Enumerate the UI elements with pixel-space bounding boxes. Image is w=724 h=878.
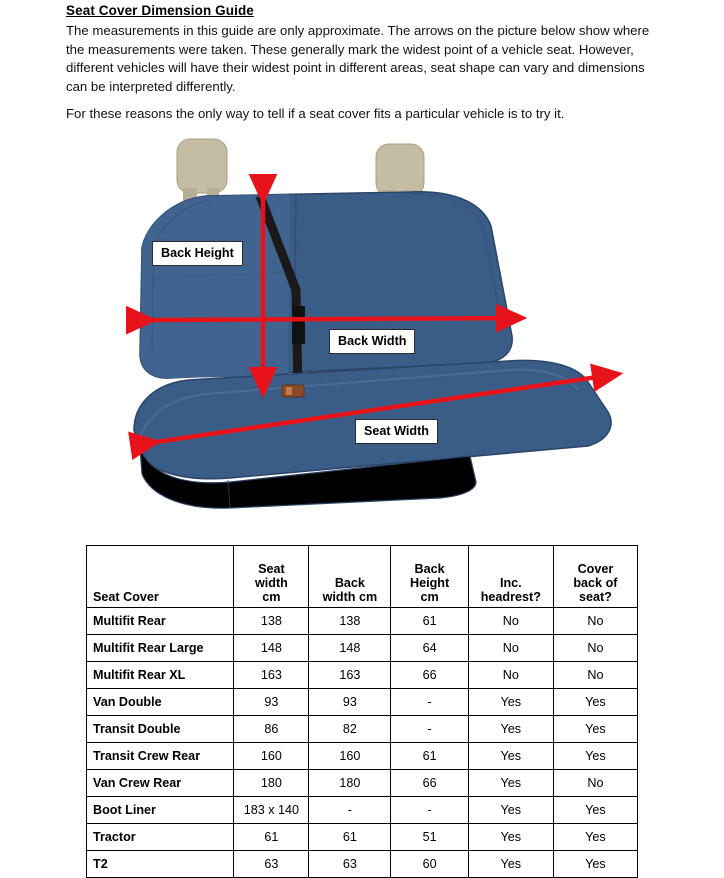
cell-seat-cover: Multifit Rear XL <box>87 662 234 689</box>
table-row <box>87 797 638 824</box>
cell-back-width: 180 <box>309 770 391 797</box>
callout-back-height: Back Height <box>152 241 243 266</box>
table-row <box>87 608 638 635</box>
intro-paragraph-2: For these reasons the only way to tell if a seat cover fits a particular vehicle is to try it. <box>66 106 565 121</box>
header-line: Back <box>334 576 365 590</box>
column-header-back-height <box>391 546 468 608</box>
cell-back-width: 160 <box>309 743 391 770</box>
cell-cover-back: Yes <box>553 797 637 824</box>
column-header-inc-headrest <box>468 546 553 608</box>
cell-seat-width: 160 <box>234 743 309 770</box>
cell-cover-back: No <box>553 770 637 797</box>
cell-seat-width: 86 <box>234 716 309 743</box>
cell-inc-headrest: No <box>468 662 553 689</box>
table-row <box>87 689 638 716</box>
cell-back-height: 66 <box>391 662 468 689</box>
cell-inc-headrest: No <box>468 635 553 662</box>
cell-back-height: 51 <box>391 824 468 851</box>
table-header <box>87 546 638 608</box>
cell-inc-headrest: Yes <box>468 851 553 878</box>
table-row <box>87 743 638 770</box>
header-line: Back <box>414 562 445 576</box>
cell-back-width: 61 <box>309 824 391 851</box>
seat-cover-illustration <box>110 130 640 510</box>
header-line: headrest? <box>480 590 541 604</box>
column-header-seat-width <box>234 546 309 608</box>
cell-seat-width: 93 <box>234 689 309 716</box>
header-line: width cm <box>322 590 378 604</box>
cell-inc-headrest: Yes <box>468 743 553 770</box>
cell-seat-width: 148 <box>234 635 309 662</box>
column-header-cover-back <box>553 546 637 608</box>
header-line: Cover <box>577 562 614 576</box>
cell-seat-cover: Multifit Rear Large <box>87 635 234 662</box>
cell-cover-back: Yes <box>553 689 637 716</box>
cell-cover-back: Yes <box>553 716 637 743</box>
cell-seat-cover: Transit Crew Rear <box>87 743 234 770</box>
cell-seat-width: 61 <box>234 824 309 851</box>
cell-back-height: 66 <box>391 770 468 797</box>
header-line: cm <box>420 590 439 604</box>
table-row <box>87 716 638 743</box>
cell-back-height: 61 <box>391 608 468 635</box>
cell-inc-headrest: Yes <box>468 824 553 851</box>
table-row <box>87 635 638 662</box>
cell-seat-cover: Tractor <box>87 824 234 851</box>
headrest-left <box>177 139 227 202</box>
callout-back-width: Back Width <box>329 329 415 354</box>
cell-back-width: - <box>309 797 391 824</box>
table-row <box>87 851 638 878</box>
table-body <box>87 608 638 878</box>
cell-seat-cover: Van Crew Rear <box>87 770 234 797</box>
column-header-back-width <box>309 546 391 608</box>
cell-seat-width: 163 <box>234 662 309 689</box>
table-row <box>87 770 638 797</box>
cell-inc-headrest: No <box>468 608 553 635</box>
cell-seat-width: 138 <box>234 608 309 635</box>
table-row <box>87 662 638 689</box>
cell-seat-width: 63 <box>234 851 309 878</box>
header-line: cm <box>262 590 281 604</box>
cell-inc-headrest: Yes <box>468 716 553 743</box>
cell-back-width: 138 <box>309 608 391 635</box>
cell-cover-back: No <box>553 635 637 662</box>
cell-seat-width: 183 x 140 <box>234 797 309 824</box>
table-row <box>87 824 638 851</box>
page-title: Seat Cover Dimension Guide <box>66 3 254 18</box>
callout-seat-width: Seat Width <box>355 419 438 444</box>
cell-back-height: 60 <box>391 851 468 878</box>
back-width-arrow <box>152 318 522 320</box>
cell-seat-width: 180 <box>234 770 309 797</box>
header-line: Seat <box>258 562 285 576</box>
cell-back-width: 93 <box>309 689 391 716</box>
cell-back-height: - <box>391 689 468 716</box>
cell-cover-back: No <box>553 608 637 635</box>
header-line: seat? <box>578 590 612 604</box>
cell-back-width: 148 <box>309 635 391 662</box>
cell-back-width: 82 <box>309 716 391 743</box>
header-line: Height <box>410 576 450 590</box>
intro-paragraph: The measurements in this guide are only approximate. The arrows on the picture below show where the measurements were taken. These generally mark the widest point of a vehicle seat. However, different vehicles will have their widest point in different areas, seat shape can vary and dimensions can be interpreted differently. <box>66 23 650 94</box>
header-line: back of <box>573 576 618 590</box>
cell-back-height: - <box>391 716 468 743</box>
cell-seat-cover: T2 <box>87 851 234 878</box>
cell-inc-headrest: Yes <box>468 797 553 824</box>
cell-cover-back: No <box>553 662 637 689</box>
cell-back-height: 64 <box>391 635 468 662</box>
dimensions-table-wrap <box>86 545 638 878</box>
cell-inc-headrest: Yes <box>468 689 553 716</box>
cell-seat-cover: Multifit Rear <box>87 608 234 635</box>
cell-back-height: - <box>391 797 468 824</box>
cell-seat-cover: Van Double <box>87 689 234 716</box>
header-line: Inc. <box>499 576 522 590</box>
header-line: width <box>254 576 288 590</box>
table-header-row <box>87 546 638 608</box>
cell-cover-back: Yes <box>553 743 637 770</box>
cell-back-width: 63 <box>309 851 391 878</box>
dimensions-table <box>86 545 638 878</box>
cell-cover-back: Yes <box>553 851 637 878</box>
cell-back-height: 61 <box>391 743 468 770</box>
cell-cover-back: Yes <box>553 824 637 851</box>
column-header-seat-cover: Seat Cover <box>87 546 234 608</box>
cell-back-width: 163 <box>309 662 391 689</box>
cell-seat-cover: Boot Liner <box>87 797 234 824</box>
seat-back-cover <box>140 192 512 378</box>
cell-inc-headrest: Yes <box>468 770 553 797</box>
seat-belt-buckle <box>282 385 304 397</box>
cell-seat-cover: Transit Double <box>87 716 234 743</box>
